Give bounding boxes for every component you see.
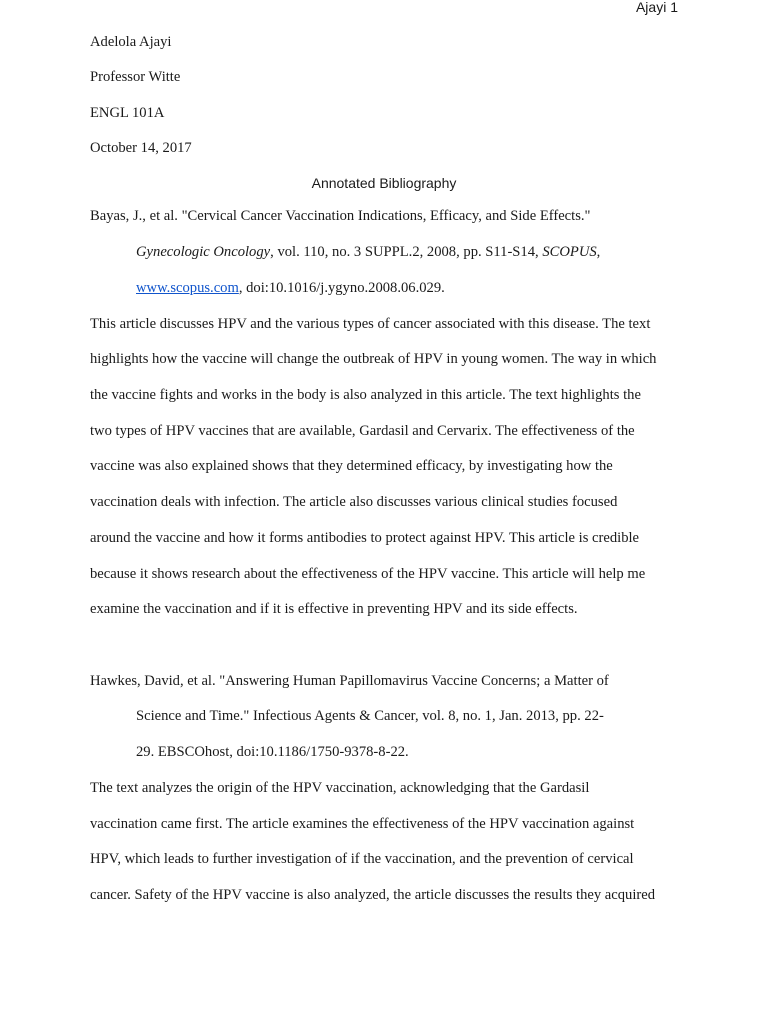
citation-1-link[interactable]: www.scopus.com xyxy=(136,280,239,296)
annotation-1-line: around the vaccine and how it forms antibodies to protect against HPV. This article is credible xyxy=(90,530,640,546)
citation-2-line-3: 29. EBSCOhost, doi:10.1186/1750-9378-8-22. xyxy=(136,744,409,760)
document-title: Annotated Bibliography xyxy=(311,175,457,191)
citation-1-line-2 xyxy=(136,242,600,262)
annotation-2-line: cancer. Safety of the HPV vaccine is also analyzed, the article discusses the results they acquired xyxy=(90,887,656,903)
annotation-2-line: HPV, which leads to further investigation of if the vaccination, and the prevention of cervical xyxy=(90,851,634,867)
annotation-1-line: This article discusses HPV and the various types of cancer associated with this disease. The text xyxy=(90,316,651,332)
annotation-1-line: highlights how the vaccine will change the outbreak of HPV in young women. The way in which xyxy=(90,351,657,367)
annotation-1-line: the vaccine fights and works in the body is also analyzed in this article. The text highlights the xyxy=(90,387,641,403)
citation-1-journal: Gynecologic Oncology xyxy=(136,244,271,260)
annotation-1-line: examine the vaccination and if it is effective in preventing HPV and its side effects. xyxy=(90,601,578,617)
course-name: ENGL 101A xyxy=(90,105,165,121)
citation-1-details: , vol. 110, no. 3 SUPPL.2, 2008, pp. S11-S14, xyxy=(270,244,543,260)
citation-2-line-2: Science and Time." Infectious Agents & Cancer, vol. 8, no. 1, Jan. 2013, pp. 22- xyxy=(136,708,604,724)
annotation-2-line: vaccination came first. The article examines the effectiveness of the HPV vaccination against xyxy=(90,816,635,832)
annotation-1-line: because it shows research about the effectiveness of the HPV vaccine. This article will help me xyxy=(90,566,646,582)
professor-name: Professor Witte xyxy=(90,69,181,85)
citation-1-comma: , xyxy=(596,244,601,260)
citation-1-line-3 xyxy=(136,278,445,298)
annotation-2-line: The text analyzes the origin of the HPV vaccination, acknowledging that the Gardasil xyxy=(90,780,590,796)
citation-2-line-1: Hawkes, David, et al. "Answering Human Papillomavirus Vaccine Concerns; a Matter of xyxy=(90,673,609,689)
annotation-1-line: vaccination deals with infection. The article also discusses various clinical studies focused xyxy=(90,494,618,510)
running-head: Ajayi 1 xyxy=(635,0,678,15)
annotation-1-line: two types of HPV vaccines that are available, Gardasil and Cervarix. The effectiveness of the xyxy=(90,423,635,439)
citation-1-line-1: Bayas, J., et al. "Cervical Cancer Vaccination Indications, Efficacy, and Side Effects." xyxy=(90,208,591,224)
citation-1-database: SCOPUS xyxy=(542,244,597,260)
annotation-1-line: vaccine was also explained shows that they determined efficacy, by investigating how the xyxy=(90,458,613,474)
author-name: Adelola Ajayi xyxy=(90,34,172,50)
citation-1-doi: , doi:10.1016/j.ygyno.2008.06.029. xyxy=(238,280,445,296)
document-date: October 14, 2017 xyxy=(90,140,192,156)
